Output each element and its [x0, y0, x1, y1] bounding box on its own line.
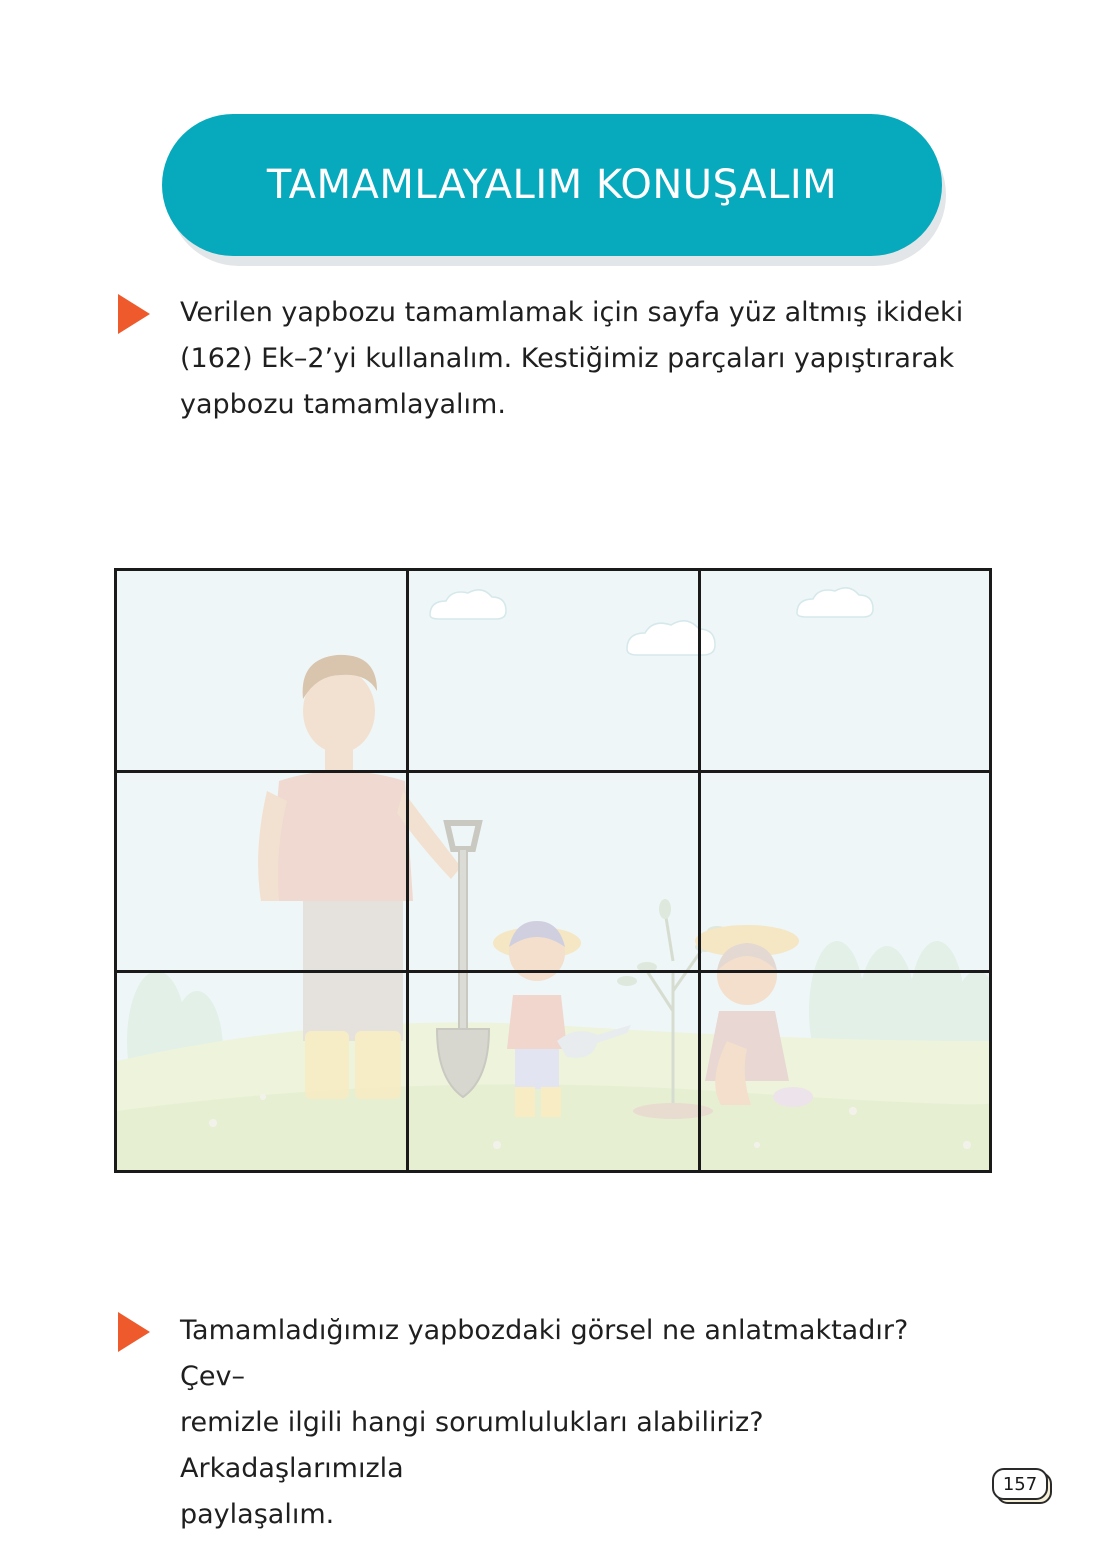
- instruction-line: remizle ilgili hangi sorumlulukları alabiliriz? Arkadaşlarımızla: [180, 1407, 764, 1484]
- bullet-arrow-icon: [118, 294, 150, 334]
- instruction-paragraph-2: [180, 1308, 980, 1538]
- instruction-line: (162) Ek–2’yi kullanalım. Kestiğimiz parçaları yapıştırarak: [180, 343, 955, 374]
- puzzle-board: [114, 568, 992, 1173]
- instruction-line: Tamamladığımız yapbozdaki görsel ne anlatmaktadır? Çev–: [180, 1315, 909, 1392]
- puzzle-grid-line: [406, 571, 409, 1170]
- instruction-line: paylaşalım.: [180, 1499, 335, 1530]
- puzzle-grid-line: [117, 970, 989, 973]
- section-title: TAMAMLAYALIM KONUŞALIM: [266, 162, 838, 208]
- bullet-arrow-icon: [118, 1312, 150, 1352]
- instruction-paragraph-1: [180, 290, 980, 428]
- puzzle-grid-line: [117, 770, 989, 773]
- faded-planting-illustration: [117, 571, 989, 1170]
- instruction-line: Verilen yapbozu tamamlamak için sayfa yüz altmış ikideki: [180, 297, 964, 328]
- page-number: 157: [992, 1468, 1048, 1500]
- instruction-line: yapbozu tamamlayalım.: [180, 389, 506, 420]
- section-banner: [162, 114, 942, 256]
- puzzle-grid-line: [698, 571, 701, 1170]
